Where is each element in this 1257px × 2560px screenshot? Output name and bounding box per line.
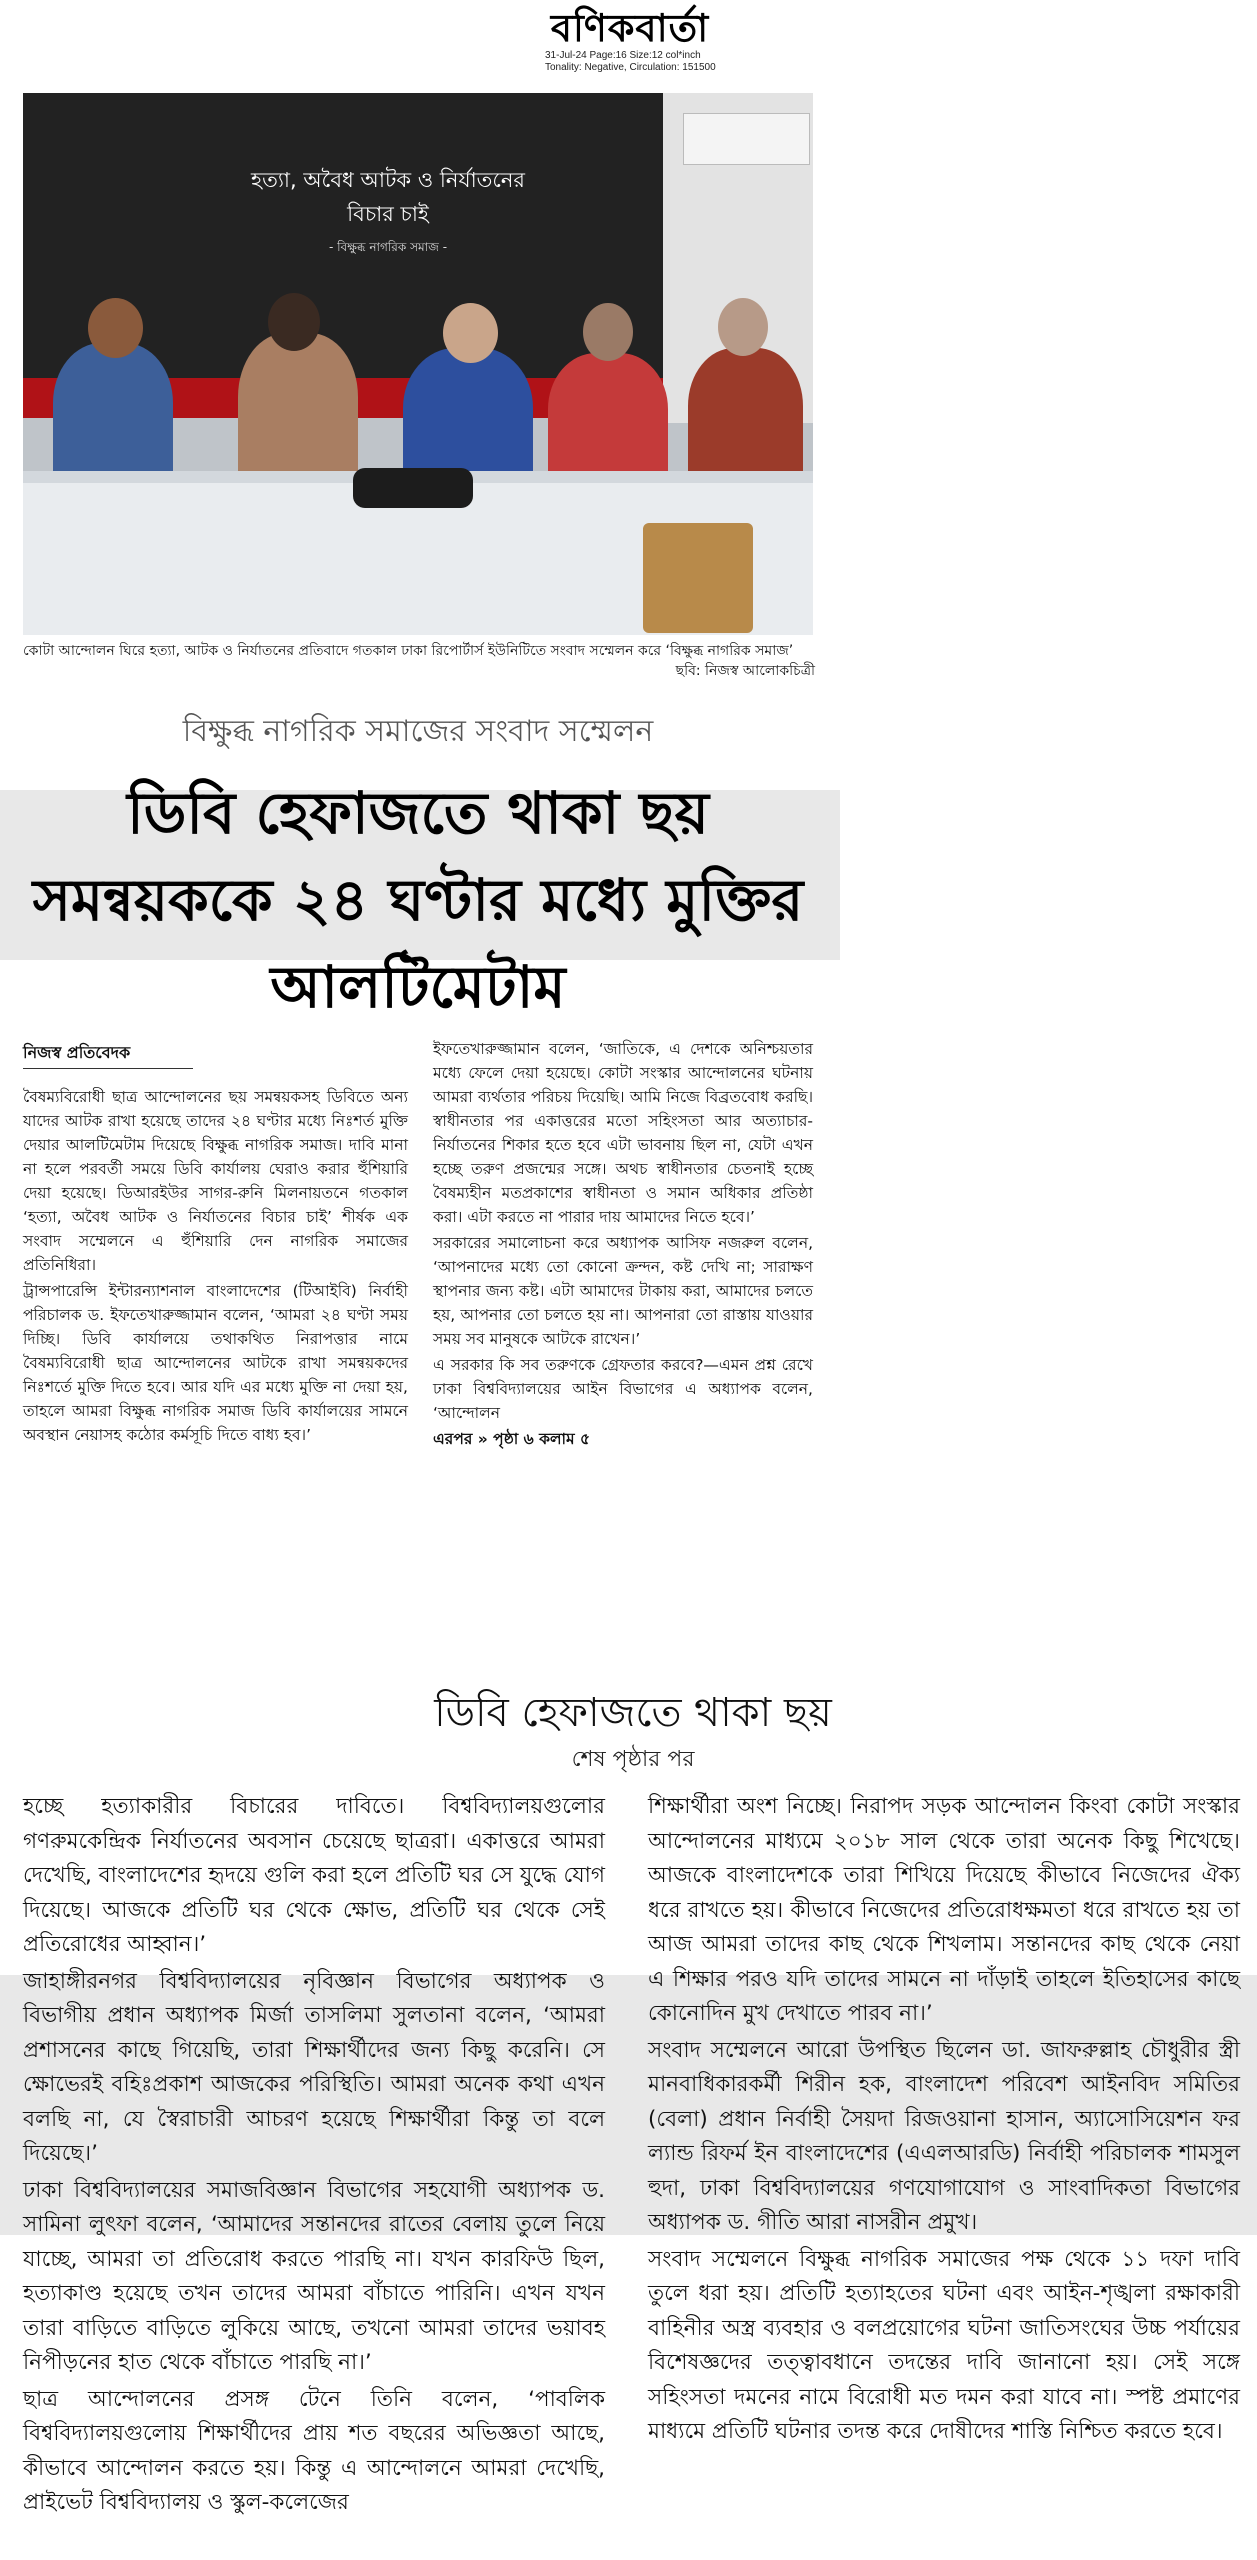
- clipping-meta: [545, 50, 785, 74]
- jump-paragraph: জাহাঙ্গীরনগর বিশ্ববিদ্যালয়ের নৃবিজ্ঞান বিভাগের অধ্যাপক ও বিভাগীয় প্রধান অধ্যাপক মির্জা তাসলিমা সুলতানা বলেন, ‘আমরা প্রশাসনের কাছে গিয়েছি, তারা শিক্ষার্থীদের জন্য কিছু করেনি। সে ক্ষোভেরই বহিঃপ্রকাশ আজকের পরিস্থিতি। আমরা অনেক কথা এখন বলছি না, যে স্বৈরাচারী আচরণ হয়েছে শিক্ষার্থীরা কিন্তু তা বলে দিয়েছে।’: [23, 1968, 605, 2166]
- continued-reference: এরপর » পৃষ্ঠা ৬ কলাম ৫: [433, 1430, 591, 1448]
- photo-banner-subtitle: - বিক্ষুব্ধ নাগরিক সমাজ -: [328, 240, 448, 254]
- jump-paragraph: হচ্ছে হত্যাকারীর বিচারের দাবিতে। বিশ্ববিদ্যালয়গুলোর গণরুমকেন্দ্রিক নির্যাতনের অবসান চেয়েছে ছাত্ররা। একাত্তরে আমরা দেখেছি, বাংলাদেশের হৃদয়ে গুলি করা হলে প্রতিটি ঘর সে যুদ্ধে যোগ দিয়েছে। আজকে প্রতিটি ঘর থেকে ক্ষোভ, প্রতিটি ঘর থেকে সেই প্রতিরোধের আহ্বান।’: [23, 1794, 605, 1957]
- jump-column-1: [23, 1790, 605, 2523]
- jump-paragraph: সংবাদ সম্মেলনে আরো উপস্থিত ছিলেন ডা. জাফরুল্লাহ চৌধুরীর স্ত্রী মানবাধিকারকর্মী শিরীন হক, বাংলাদেশ পরিবেশ আইনবিদ সমিতির (বেলা) প্রধান নির্বাহী সৈয়দা রিজওয়ানা হাসান, অ্যাসোসিয়েশন ফর ল্যান্ড রিফর্ম ইন বাংলাদেশের (এএলআরডি) নির্বাহী পরিচালক শামসুল হুদা, ঢাকা বিশ্ববিদ্যালয়ের গণযোগাযোগ ও সাংবাদিকতা বিভাগের অধ্যাপক ড. গীতি আরা নাসরীন প্রমুখ।: [648, 2037, 1240, 2235]
- photo-caption: কোটা আন্দোলন ঘিরে হত্যা, আটক ও নির্যাতনের প্রতিবাদে গতকাল ঢাকা রিপোর্টার্স ইউনিটিতে সংবাদ সম্মেলন করে ‘বিক্ষুব্ধ নাগরিক সমাজ’: [23, 643, 794, 659]
- jump-column-2: [648, 1790, 1240, 2452]
- byline: নিজস্ব প্রতিবেদক: [23, 1043, 131, 1062]
- article-paragraph: ইফতেখারুজ্জামান বলেন, ‘জাতিকে, এ দেশকে অনিশ্চয়তার মধ্যে ফেলে দেয়া হয়েছে। কোটা সংস্কার আন্দোলনের ঘটনায় আমরা ব্যর্থতার পরিচয় দিয়েছি। আমি নিজে বিব্রতবোধ করছি। স্বাধীনতার পর একাত্তরের মতো সহিংসতা আর অত্যাচার-নির্যাতনের শিকার হতে হবে এটা ভাবনায় ছিল না, যেটা এখন হচ্ছে তরুণ প্রজন্মের সঙ্গে। অথচ স্বাধীনতার চেতনাই হচ্ছে বৈষম্যহীন মতপ্রকাশের স্বাধীনতা ও সমান অধিকার প্রতিষ্ঠা করা। এটা করতে না পারার দায় আমাদের নিতে হবে।’: [433, 1040, 813, 1226]
- speaker-3-head: [443, 303, 498, 363]
- photo-credit: ছবি: নিজস্ব আলোকচিত্রী: [675, 663, 815, 679]
- air-conditioner: [683, 113, 810, 165]
- article-paragraph: সরকারের সমালোচনা করে অধ্যাপক আসিফ নজরুল বলেন, ‘আপনাদের মধ্যে তো কোনো ক্রন্দন, কষ্ট দেখি না; সারাক্ষণ স্থাপনার জন্য কষ্ট। এটা আমাদের টাকায় করা, আমাদের চলতে হয়, আপনার তো চলতে হয় না। আপনারা তো রাস্তায় যাওয়ার সময় সব মানুষকে আটকে রাখেন।’: [433, 1234, 813, 1348]
- article-column-2: [433, 1037, 813, 1453]
- meta-line-1: 31-Jul-24 Page:16 Size:12 col*inch: [545, 50, 701, 61]
- byline-rule: [23, 1068, 193, 1069]
- speaker-2-head: [268, 293, 320, 351]
- article-headline: ডিবি হেফাজতে থাকা ছয় সমন্বয়ককে ২৪ ঘণ্টার মধ্যে মুক্তির আলটিমেটাম: [32, 779, 804, 1021]
- meta-line-2: Tonality: Negative, Circulation: 151500: [545, 62, 716, 73]
- jump-paragraph: শিক্ষার্থীরা অংশ নিচ্ছে। নিরাপদ সড়ক আন্দোলন কিংবা কোটা সংস্কার আন্দোলনের মাধ্যমে ২০১৮ সাল থেকে তারা অনেক কিছু শিখেছে। আজকে বাংলাদেশকে তারা শিখিয়ে দিয়েছে কীভাবে নিজেদের ঐক্য ধরে রাখতে হয়। কীভাবে নিজেদের প্রতিরোধক্ষমতা ধরে রাখতে হয় তা আজ আমরা তাদের কাছ থেকে শিখলাম। সন্তানদের কাছ থেকে নেয়া এ শিক্ষার পরও যদি তাদের সামনে না দাঁড়াই তাহলে ইতিহাসের কাছে কোনোদিন মুখ দেখাতে পারব না।’: [648, 1794, 1240, 2026]
- article-paragraph: ট্রান্সপারেন্সি ইন্টারন্যাশনাল বাংলাদেশের (টিআইবি) নির্বাহী পরিচালক ড. ইফতেখারুজ্জামান বলেন, ‘আমরা ২৪ ঘণ্টা সময় দিচ্ছি। ডিবি কার্যালয়ে তথাকথিত নিরাপত্তার নামে বৈষম্যবিরোধী ছাত্র আন্দোলনের আটকে রাখা সমন্বয়কদের নিঃশর্তে মুক্তি দিতে হবে। আর যদি এর মধ্যে মুক্তি না দেয়া হয়, তাহলে আমরা বিক্ষুব্ধ নাগরিক সমাজ ডিবি কার্যালয়ের সামনে অবস্থান নেয়াসহ কঠোর কর্মসূচি দিতে বাধ্য হব।’: [23, 1282, 408, 1444]
- article-paragraph: এ সরকার কি সব তরুণকে গ্রেফতার করবে?—এমন প্রশ্ন রেখে ঢাকা বিশ্ববিদ্যালয়ের আইন বিভাগের এ অধ্যাপক বলেন, ‘আন্দোলন: [433, 1356, 813, 1422]
- microphones: [353, 468, 473, 508]
- article-paragraph: বৈষম্যবিরোধী ছাত্র আন্দোলনের ছয় সমন্বয়কসহ ডিবিতে অন্য যাদের আটক রাখা হয়েছে তাদের ২৪ ঘণ্টার মধ্যে নিঃশর্ত মুক্তি দেয়ার আলটিমেটাম দিয়েছে বিক্ষুব্ধ নাগরিক সমাজ। দাবি মানা না হলে পরবর্তী সময়ে ডিবি কার্যালয় ঘেরাও করার হুঁশিয়ারি দেয়া হয়েছে। ডিআরইউর সাগর-রুনি মিলনায়তনে গতকাল ‘হত্যা, অবৈধ আটক ও নির্যাতনের বিচার চাই’ শীর্ষক এক সংবাদ সম্মেলনে এ হুঁশিয়ারি দেন নাগরিক সমাজের প্রতিনিধিরা।: [23, 1088, 408, 1274]
- jump-paragraph: সংবাদ সম্মেলনে বিক্ষুব্ধ নাগরিক সমাজের পক্ষ থেকে ১১ দফা দাবি তুলে ধরা হয়। প্রতিটি হত্যাহতের ঘটনা এবং আইন-শৃঙ্খলা রক্ষাকারী বাহিনীর অস্ত্র ব্যবহার ও বলপ্রয়োগের ঘটনা জাতিসংঘের উচ্চ পর্যায়ের বিশেষজ্ঞদের তত্ত্বাবধানে তদন্তের দাবি জানানো হয়। সেই সঙ্গে সহিংসতা দমনের নামে বিরোধী মত দমন করা যাবে না। স্পষ্ট প্রমাণের মাধ্যমে প্রতিটি ঘটনার তদন্ত করে দোষীদের শাস্তি নিশ্চিত করতে হবে।: [648, 2246, 1240, 2444]
- jump-headline: ডিবি হেফাজতে থাকা ছয়: [434, 1690, 832, 1736]
- newspaper-masthead: বণিকবার্তা: [550, 5, 710, 50]
- press-conference-photo: [23, 93, 813, 635]
- speaker-1-head: [88, 298, 143, 358]
- photo-banner-title: হত্যা, অবৈধ আটক ও নির্যাতনের বিচার চাই: [251, 168, 525, 226]
- speaker-5-head: [718, 298, 768, 356]
- speaker-4-head: [583, 303, 633, 361]
- jump-paragraph: ছাত্র আন্দোলনের প্রসঙ্গ টেনে তিনি বলেন, ‘পাবলিক বিশ্ববিদ্যালয়গুলোয় শিক্ষার্থীদের প্রায় শত বছরের অভিজ্ঞতা আছে, কীভাবে আন্দোলন করতে হয়। কিন্তু এ আন্দোলনে আমরা দেখেছি, প্রাইভেট বিশ্ববিদ্যালয় ও স্কুল-কলেজের: [23, 2386, 605, 2515]
- jump-subtitle: শেষ পৃষ্ঠার পর: [571, 1747, 695, 1772]
- speaker-2: [238, 333, 358, 493]
- drv-logo-stand: [643, 523, 753, 633]
- jump-paragraph: ঢাকা বিশ্ববিদ্যালয়ের সমাজবিজ্ঞান বিভাগের সহযোগী অধ্যাপক ড. সামিনা লুৎফা বলেন, ‘আমাদের সন্তানদের রাতের বেলায় তুলে নিয়ে যাচ্ছে, আমরা তা প্রতিরোধ করতে পারছি না। যখন কারফিউ ছিল, হত্যাকাণ্ড হয়েছে তখন তাদের আমরা বাঁচাতে পারিনি। এখন যখন তারা বাড়িতে বাড়িতে লুকিয়ে আছে, তখনো আমরা তাদের ভয়াবহ নিপীড়নের হাত থেকে বাঁচাতে পারছি না।’: [23, 2177, 605, 2375]
- article-column-1: [23, 1085, 408, 1449]
- article-kicker: বিক্ষুব্ধ নাগরিক সমাজের সংবাদ সম্মেলন: [182, 714, 654, 749]
